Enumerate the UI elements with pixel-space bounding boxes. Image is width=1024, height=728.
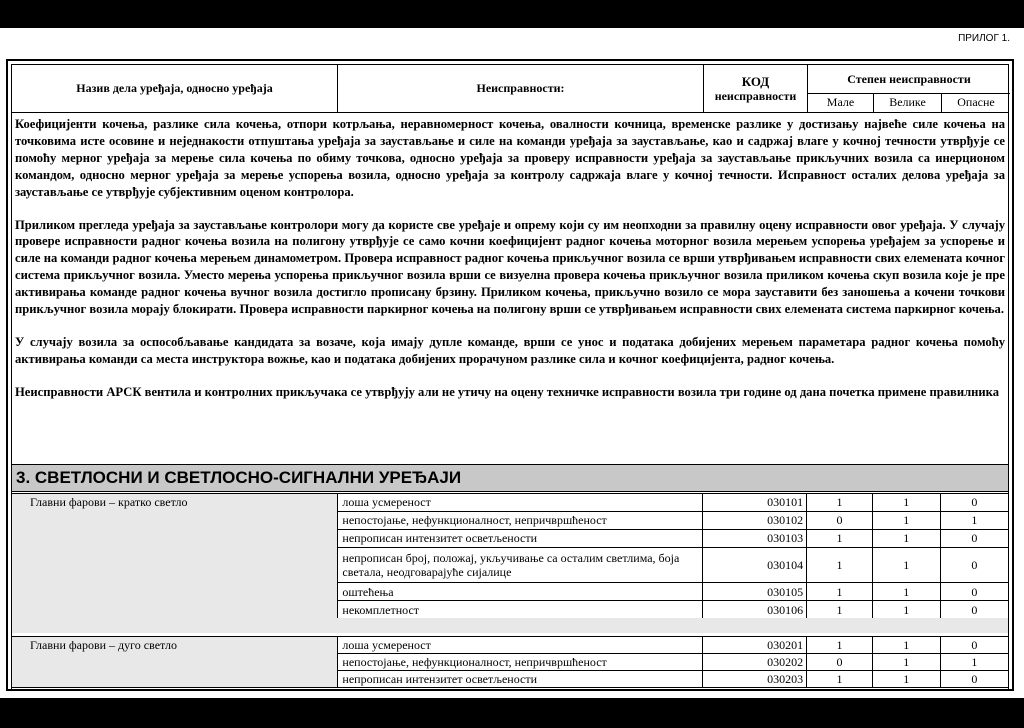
defect-cell: непостојање, нефункционалност, непричвршћеност [338,654,703,671]
defect-cell: непрописан интензитет осветљености [338,671,703,688]
table-inner [11,64,1009,689]
group-table-high-beam [12,636,1008,688]
minor-cell: 0 [807,511,873,529]
group-name: Главни фарови – дуго светло [12,637,338,688]
header-code [704,65,808,112]
minor-cell: 1 [807,671,873,688]
dangerous-cell: 0 [940,494,1008,512]
defect-cell: непостојање, нефункционалност, непричвршћеност [338,511,703,529]
document-page [0,28,1024,698]
header-severity-minor: Мале [808,93,874,112]
group-name: Главни фарови – кратко светло [12,494,338,619]
header-severity-dangerous: Опасне [957,95,995,109]
group-separator [12,618,1008,633]
major-cell: 1 [872,601,940,619]
code-cell: 030101 [703,494,807,512]
header-code-line2: неисправности [714,88,797,103]
dangerous-cell: 0 [940,529,1008,547]
annex-label: ПРИЛОГ 1. [958,33,1010,44]
header-severity-title: Степен неисправности [808,65,1010,94]
code-cell: 030104 [703,547,807,583]
major-cell: 1 [872,671,940,688]
defect-cell: лоша усмереност [338,494,703,512]
minor-cell: 1 [807,494,873,512]
code-cell: 030103 [703,529,807,547]
section-title: 3. СВЕТЛОСНИ И СВЕТЛОСНО-СИГНАЛНИ УРЕЂАЈИ [12,464,1008,492]
code-cell: 030203 [703,671,807,688]
minor-cell: 1 [807,583,873,601]
note-paragraph-1: Коефицијенти кочења, разлике сила кочења, отпори котрљања, неравномерност кочења, овалности кочница, временске разлике у достизању највеће силе кочења на точковима исте осовине и неједнакости отпуштања уређаја за заустављање и силе на команди уређаја за заустављање, као и садржај влаге у кочној течности утврђује се помоћу мерног уређаја за мерење сила кочења по обиму точкова, односно уређаја за проверу исправности уређаја за заустављање прикључних возила са инерционом командом, односно мерног уређаја за мерење успорења возила, односно уређаја за контролу садржаја влаге у кочној течности. Исправност осталих делова уређаја за заустављање се утврђује субјективним оценом контролора. [15,117,1005,199]
major-cell: 1 [872,494,940,512]
defect-cell: оштећења [338,583,703,601]
code-cell: 030105 [703,583,807,601]
table-row [12,637,1008,654]
minor-cell: 1 [807,529,873,547]
code-cell: 030201 [703,637,807,654]
minor-cell: 1 [807,547,873,583]
defect-cell: лоша усмереност [338,637,703,654]
note-paragraph-3: У случају возила за оспособљавање кандидата за возаче, која имају дупле команде, врши се унос и података добијених мерењем параметара радног кочења помоћу активирања команди са места инструктора вожње, као и података добијених прорачуном разлике сила и кочног коефицијента, радног кочења. [15,334,1005,366]
table-row [12,494,1008,512]
minor-cell: 1 [807,601,873,619]
header-severity-major: Велике [874,93,942,112]
dangerous-cell: 1 [940,511,1008,529]
note-paragraph-2: Приликом прегледа уређаја за заустављање контролори могу да користе све уређаје и опрему који су им неопходни за правилну оцену исправности овог уређаја. У случају провере исправности радног кочења возила на полигону утврђује се само кочни коефицијент радног кочења моторног возила мерењем успорења уређајем за успорење и силе на команди радног кочења мерењем динамометром. Провера исправност радног кочења прикључног возила се врши утврђивањем исправности свих елемената кочног система прикључног возила. Уместо мерења успорења прикључног возила врши се визуелна провера кочења прикључног возила приликом кочења скуп возила које је пре активирања команде радног кочења вучног возила достигло прописану брзину. Приликом кочења, прикључно возило се мора зауставити без заношења а кочени точкови прикључног возила морају блокирати. Провера исправности паркирног кочења на полигону врши се утврђивањем исправности свих елемената система паркирног кочења. [15,217,1005,317]
table-frame [6,59,1014,691]
code-cell: 030106 [703,601,807,619]
note-paragraph-4: Неисправности АРСК вентила и контролних прикључака се утврђују али не утичу на оцену техничке исправности возила три године од дана почетка примене правилника [15,384,1000,399]
defect-cell: непрописан интензитет осветљености [338,529,703,547]
dangerous-cell: 0 [940,583,1008,601]
dangerous-cell: 0 [940,637,1008,654]
major-cell: 1 [872,511,940,529]
major-cell: 1 [872,637,940,654]
code-cell: 030202 [703,654,807,671]
table-header [12,65,1008,113]
defect-cell: непрописан број, положај, укључивање са осталим светлима, боја светала, неодговарајуће сијалице [338,547,703,583]
dangerous-cell: 0 [940,671,1008,688]
header-defects: Неисправности: [338,65,704,112]
dangerous-cell: 0 [940,547,1008,583]
group-table-low-beam [12,493,1008,619]
defect-cell: некомплетност [338,601,703,619]
major-cell: 1 [872,583,940,601]
minor-cell: 0 [807,654,873,671]
header-severity [808,65,1010,112]
notes-text [15,116,1005,462]
major-cell: 1 [872,529,940,547]
header-part-name: Назив дела уређаја, односно уређаја [12,65,338,112]
dangerous-cell: 0 [940,601,1008,619]
code-cell: 030102 [703,511,807,529]
major-cell: 1 [872,654,940,671]
major-cell: 1 [872,547,940,583]
minor-cell: 1 [807,637,873,654]
header-code-line1: КОД [741,73,770,89]
dangerous-cell: 1 [940,654,1008,671]
